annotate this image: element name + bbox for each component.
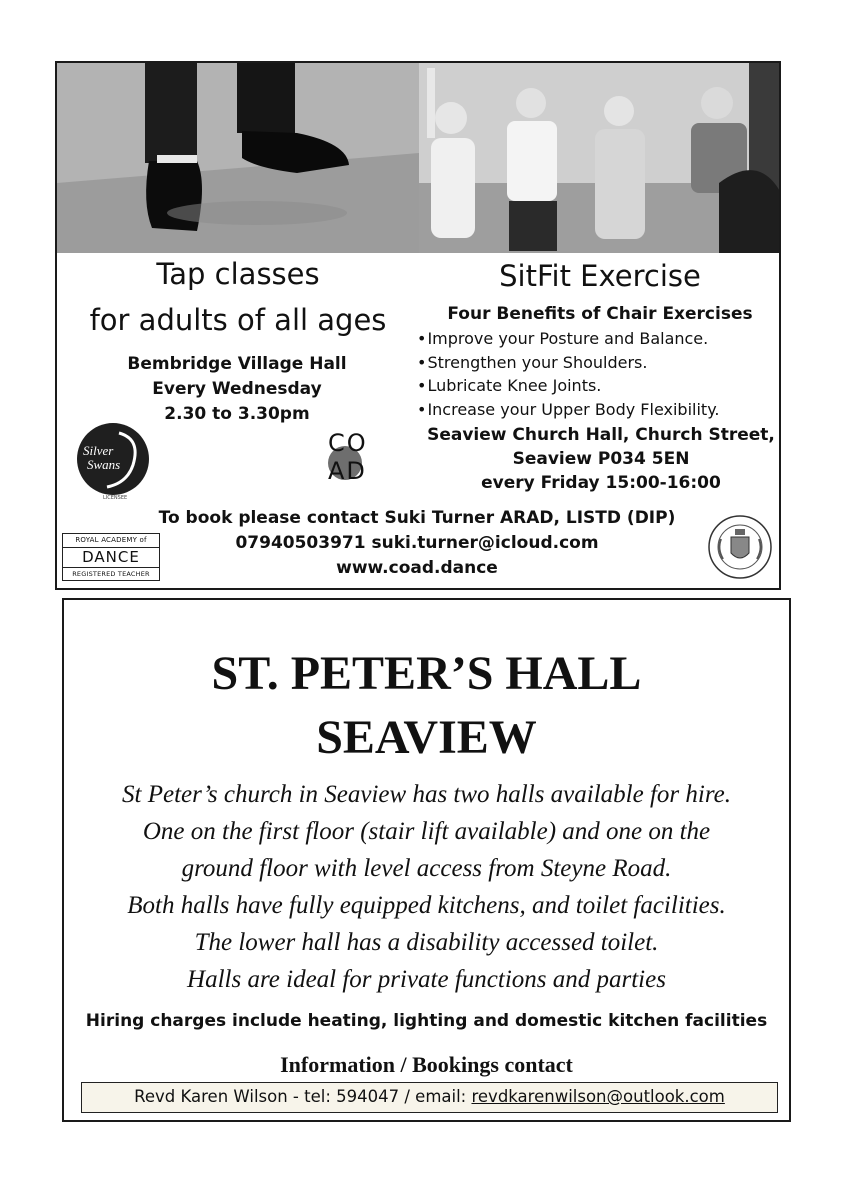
description-line: ground floor with level access from Steyne Road.: [181, 855, 672, 882]
tap-subtitle: for adults of all ages: [89, 303, 387, 337]
silver-swans-tag: LICENSEE: [103, 495, 128, 501]
description-line: Halls are ideal for private functions and parties: [187, 966, 666, 993]
booking-website[interactable]: www.coad.dance: [336, 558, 498, 578]
st-peters-hall-advert: [62, 598, 791, 1122]
rad-logo-top: ROYAL ACADEMY of: [75, 536, 147, 544]
info-heading: Information / Bookings contact: [280, 1052, 573, 1077]
silver-swans-logo: [71, 421, 155, 501]
hall-contact-email-link[interactable]: revdkarenwilson@outlook.com: [471, 1087, 725, 1106]
description-line: Both halls have fully equipped kitchens, and toilet facilities.: [127, 892, 726, 919]
tap-sitfit-advert: [55, 61, 781, 590]
benefit-item: • Strengthen your Shoulders.: [417, 351, 781, 375]
rad-logo: [62, 533, 160, 581]
silver-swans-text-1: Silver: [83, 443, 114, 458]
benefits-list: [417, 327, 781, 421]
benefit-item: • Increase your Upper Body Flexibility.: [417, 398, 781, 422]
hall-contact-details: Revd Karen Wilson - tel: 594047 / email:: [134, 1087, 472, 1106]
coad-logo-row2: AD: [328, 457, 367, 483]
rad-logo-main: DANCE: [63, 547, 159, 568]
benefit-item: • Lubricate Knee Joints.: [417, 374, 781, 398]
silver-swans-text-2: Swans: [87, 457, 121, 472]
tap-venue: Bembridge Village Hall: [127, 354, 347, 374]
sitfit-postcode: Seaview P034 5EN: [512, 449, 690, 469]
hall-title: ST. PETER’S HALL: [211, 647, 642, 700]
hiring-note: Hiring charges include heating, lighting and domestic kitchen facilities: [85, 1011, 768, 1031]
rad-logo-bottom: REGISTERED TEACHER: [72, 570, 150, 578]
coad-logo: [325, 425, 385, 483]
benefit-item: • Improve your Posture and Balance.: [417, 327, 781, 351]
hall-location: SEAVIEW: [316, 711, 537, 764]
booking-contact: To book please contact Suki Turner ARAD, LISTD (DIP): [158, 508, 676, 528]
istd-crest-logo: [707, 509, 773, 585]
tap-day: Every Wednesday: [152, 379, 322, 399]
hall-contact-box: [81, 1082, 778, 1113]
description-line: St Peter’s church in Seaview has two halls available for hire.: [122, 781, 731, 808]
sitfit-venue: Seaview Church Hall, Church Street,: [427, 425, 775, 445]
tap-title: Tap classes: [156, 257, 320, 291]
tap-time: 2.30 to 3.30pm: [164, 404, 310, 424]
description-line: The lower hall has a disability accessed toilet.: [194, 929, 659, 956]
tap-shoes-photo: [57, 63, 419, 253]
benefits-heading: Four Benefits of Chair Exercises: [447, 304, 753, 324]
sitfit-title: SitFit Exercise: [499, 259, 701, 293]
description-line: One on the first floor (stair lift available) and one on the: [142, 818, 711, 845]
hall-description: [64, 776, 789, 998]
booking-phone-email[interactable]: 07940503971 suki.turner@icloud.com: [235, 533, 599, 553]
coad-logo-row1: CO: [328, 429, 368, 457]
sitfit-schedule: every Friday 15:00-16:00: [481, 473, 721, 493]
chair-exercise-photo: [419, 63, 781, 253]
